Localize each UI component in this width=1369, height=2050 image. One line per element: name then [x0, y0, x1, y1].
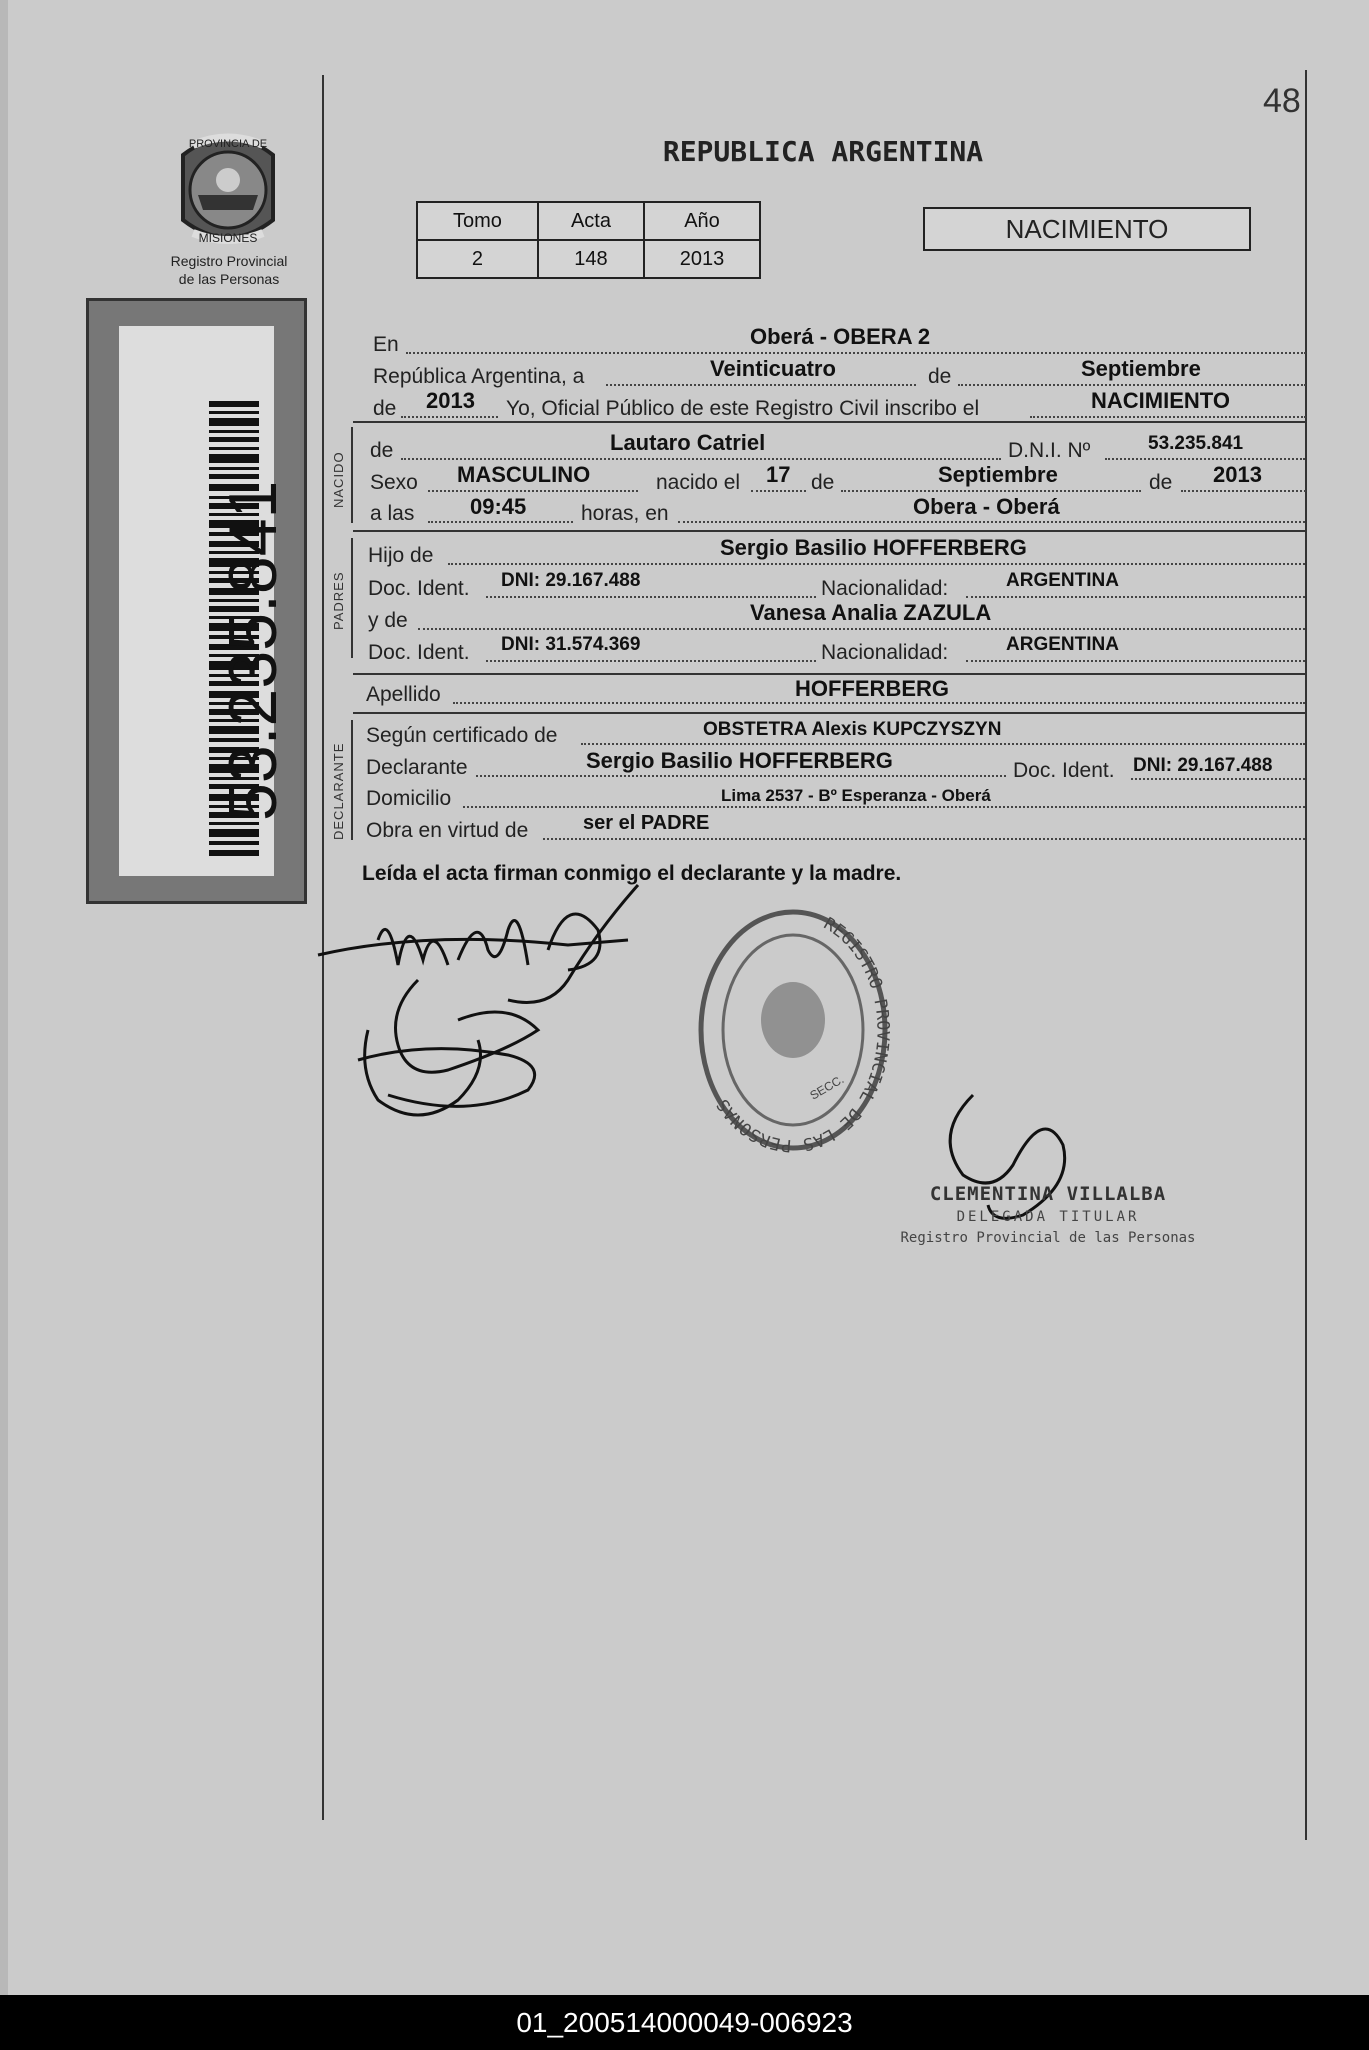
label-domicilio: Domicilio	[366, 787, 452, 810]
value-apellido: HOFFERBERG	[795, 676, 949, 701]
dots-apellido	[453, 702, 1305, 704]
dots-madre	[418, 628, 1305, 630]
ref-header-tomo: Tomo	[417, 202, 538, 240]
dots-dia	[606, 384, 916, 386]
registry-logo	[163, 125, 293, 255]
label-segun: Según certificado de	[366, 724, 558, 747]
label-y-de: y de	[368, 609, 408, 632]
id-strip-number: 53.235.841	[215, 480, 291, 821]
ref-value-tomo: 2	[417, 240, 538, 278]
separator-1	[353, 421, 1305, 423]
value-obra: ser el PADRE	[583, 812, 710, 834]
id-strip	[86, 298, 307, 904]
right-margin-line	[1305, 70, 1307, 1840]
dots-dia-nac	[751, 490, 806, 492]
value-acto: NACIMIENTO	[1091, 388, 1230, 413]
value-nombre: Lautaro Catriel	[610, 430, 766, 455]
label-nacido-el: nacido el	[656, 471, 741, 494]
footer-id: 01_200514000049-006923	[0, 1995, 1369, 2050]
value-mes-inscripcion: Septiembre	[1081, 356, 1201, 381]
dots-madre-nac	[966, 660, 1305, 662]
value-certificado: OBSTETRA Alexis KUPCZYSZYN	[703, 719, 1002, 740]
dots-sexo	[428, 490, 638, 492]
logo-text-bottom: MISIONES	[198, 231, 258, 245]
dots-hora-line	[428, 521, 573, 523]
dots-certificado	[581, 743, 1305, 745]
label-declarante: Declarante	[366, 756, 468, 779]
separator-2	[353, 530, 1305, 532]
dots-anio-nac	[1181, 490, 1306, 492]
separator-4	[353, 712, 1305, 714]
dots-declarante-dni	[1131, 778, 1305, 780]
section-label-declarante: DECLARANTE	[331, 742, 346, 840]
value-dia-nac: 17	[766, 462, 791, 487]
label-doc-ident-3: Doc. Ident.	[1013, 759, 1115, 782]
ref-value-anio: 2013	[644, 240, 760, 278]
value-domicilio: Lima 2537 - Bº Esperanza - Oberá	[721, 786, 991, 805]
dots-acto	[1030, 416, 1306, 418]
label-obra: Obra en virtud de	[366, 819, 529, 842]
value-padre-nac: ARGENTINA	[1006, 570, 1119, 591]
section-line-declarante	[351, 720, 353, 840]
certificate-page	[8, 0, 1369, 1995]
official-stamp	[678, 890, 908, 1170]
label-de1: de	[928, 365, 952, 388]
label-dni: D.N.I. Nº	[1008, 439, 1091, 462]
label-de3: de	[370, 439, 394, 462]
act-type-box: NACIMIENTO	[923, 207, 1251, 251]
label-a-las: a las	[370, 502, 415, 525]
label-doc-ident-1: Doc. Ident.	[368, 577, 470, 600]
closing-statement: Leída el acta firman conmigo el declarante y la madre.	[362, 862, 902, 885]
section-line-padres	[351, 538, 353, 658]
label-en: En	[373, 333, 399, 356]
value-padre-dni: DNI: 29.167.488	[501, 570, 641, 591]
label-nacionalidad-2: Nacionalidad:	[821, 641, 949, 664]
value-hora: 09:45	[470, 494, 527, 519]
value-lugar-nac: Obera - Oberá	[913, 494, 1060, 519]
dots-domicilio	[463, 806, 1305, 808]
value-dia-letras: Veinticuatro	[710, 356, 836, 381]
dots-dni	[1105, 458, 1305, 460]
label-doc-ident-2: Doc. Ident.	[368, 641, 470, 664]
value-sexo: MASCULINO	[457, 462, 591, 487]
dots-nombre	[401, 458, 1001, 460]
stamp-ring-text: REGISTRO PROVINCIAL DE LAS PERSONAS	[713, 913, 893, 1156]
dots-declarante	[476, 775, 1006, 777]
section-label-padres: PADRES	[331, 571, 346, 630]
section-label-nacido: NACIDO	[331, 451, 346, 508]
ref-header-acta: Acta	[538, 202, 644, 240]
section-line-nacido	[351, 427, 353, 523]
dots-en	[406, 352, 1306, 354]
label-nacionalidad-1: Nacionalidad:	[821, 577, 949, 600]
label-sexo: Sexo	[370, 471, 418, 494]
stamp-inner-text: SECC.	[807, 1072, 847, 1103]
value-madre: Vanesa Analia ZAZULA	[750, 600, 992, 625]
label-republica: República Argentina, a	[373, 365, 585, 388]
dots-mes	[958, 384, 1306, 386]
registry-name-1: Registro Provincial	[170, 253, 288, 269]
dots-madre-dni	[486, 660, 816, 662]
value-dni: 53.235.841	[1148, 433, 1244, 454]
value-lugar: Oberá - OBERA 2	[750, 324, 931, 349]
country-title: REPUBLICA ARGENTINA	[662, 135, 984, 168]
dots-anio	[401, 416, 498, 418]
ref-value-acta: 148	[538, 240, 644, 278]
ref-header-anio: Año	[644, 202, 760, 240]
official-org: Registro Provincial de las Personas	[900, 1230, 1196, 1246]
signature-declarant	[308, 870, 688, 1150]
dots-padre-dni	[486, 596, 816, 598]
value-mes-nac: Septiembre	[938, 462, 1058, 487]
logo-text-top: PROVINCIA DE	[188, 138, 268, 150]
dots-mes-nac	[841, 490, 1141, 492]
value-anio-nac: 2013	[1213, 462, 1262, 487]
value-madre-nac: ARGENTINA	[1006, 634, 1119, 655]
separator-3	[353, 673, 1305, 675]
dots-obra	[543, 838, 1305, 840]
label-apellido: Apellido	[366, 683, 441, 706]
value-padre: Sergio Basilio HOFFERBERG	[720, 535, 1027, 560]
official-name: CLEMENTINA VILLALBA	[929, 1183, 1167, 1205]
label-hijo-de: Hijo de	[368, 544, 434, 567]
page-number: 48	[1263, 82, 1301, 120]
official-title: DELEGADA TITULAR	[956, 1209, 1140, 1225]
value-declarante-dni: DNI: 29.167.488	[1133, 755, 1273, 776]
label-inscribo: Yo, Oficial Público de este Registro Civil inscribo el	[506, 397, 980, 420]
label-de2: de	[373, 397, 397, 420]
dots-lugar-nac	[678, 521, 1305, 523]
dots-padre	[448, 563, 1305, 565]
label-de5: de	[1149, 471, 1173, 494]
value-declarante: Sergio Basilio HOFFERBERG	[586, 748, 893, 773]
dots-padre-nac	[966, 596, 1305, 598]
label-de4: de	[811, 471, 835, 494]
value-madre-dni: DNI: 31.574.369	[501, 634, 641, 655]
reference-table	[416, 201, 761, 279]
value-anio-inscripcion: 2013	[426, 388, 475, 413]
label-horas-en: horas, en	[581, 502, 669, 525]
registry-name-2: de las Personas	[178, 271, 280, 287]
